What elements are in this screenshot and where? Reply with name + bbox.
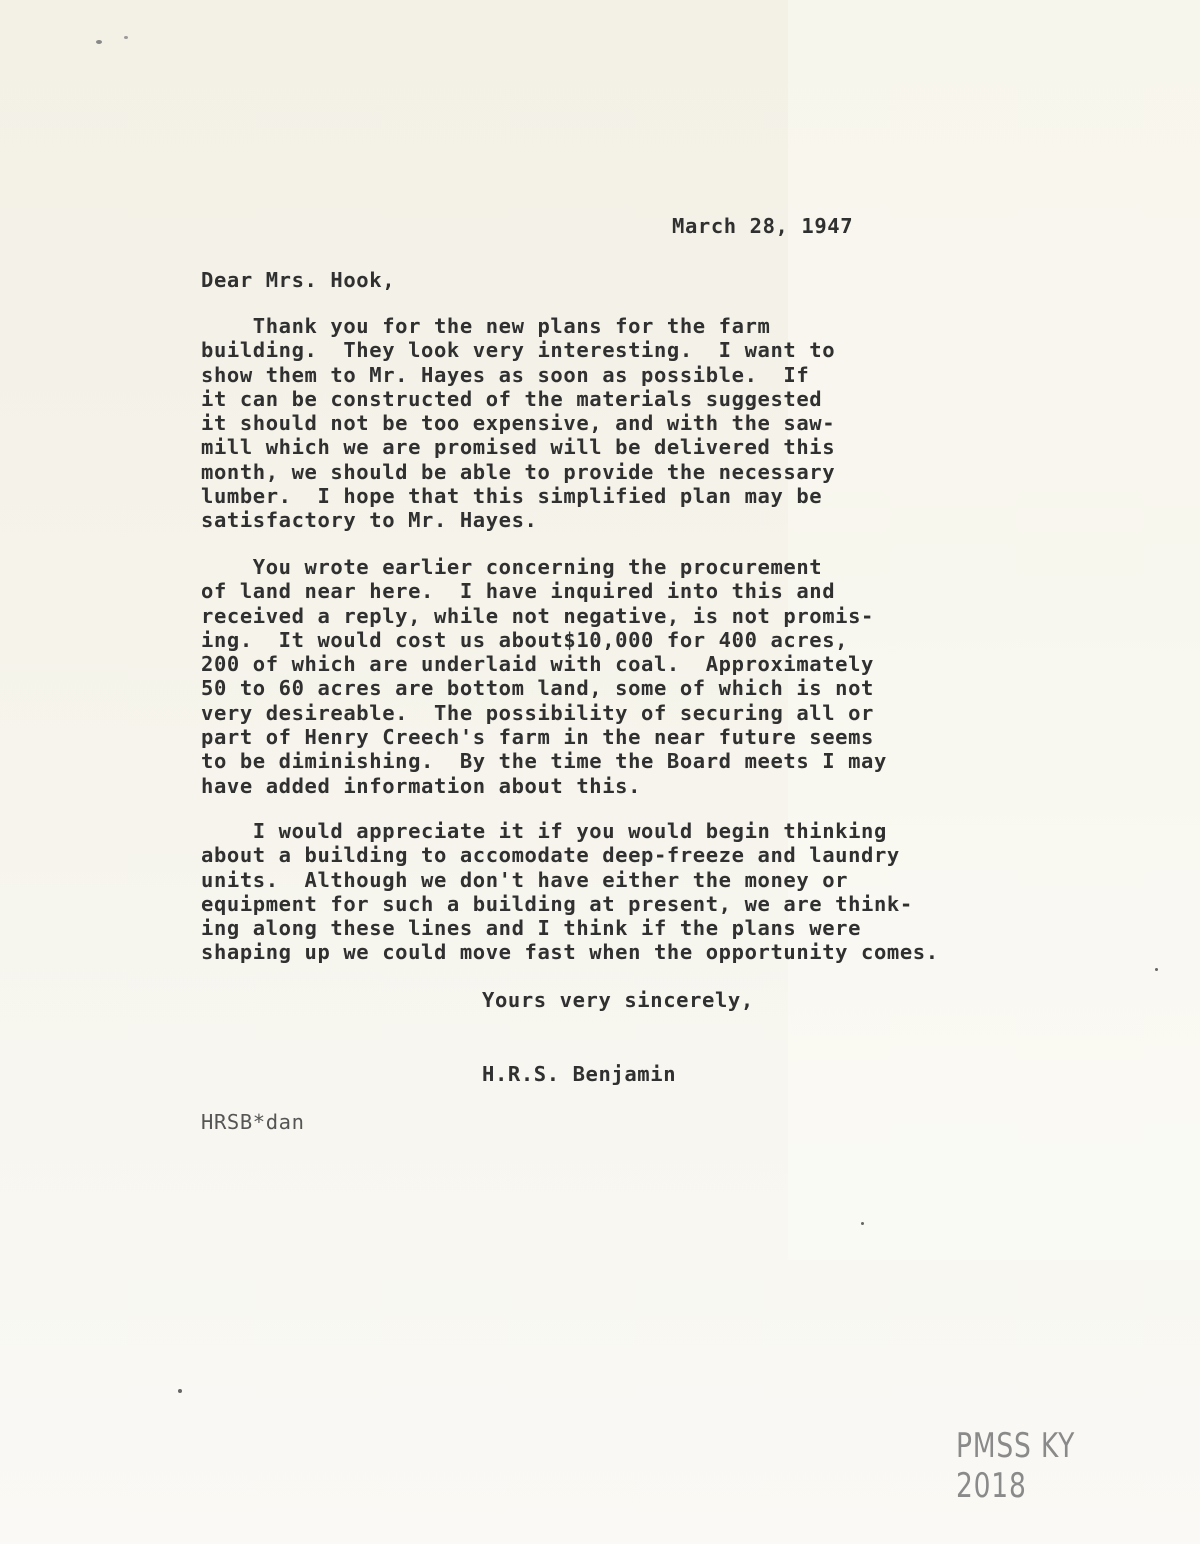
paper-speck — [1155, 968, 1158, 971]
archive-watermark: PMSS KY 2018 — [956, 1426, 1076, 1506]
paper-speck — [178, 1389, 182, 1393]
paper-speck — [96, 40, 102, 44]
letter-paragraph-1: Thank you for the new plans for the farm building. They look very interesting. I want to show them to Mr. Hayes as soon as possible. If it can be constructed of the materials suggested it should not be too expensive, and with the saw- mill which we are promised will be delivered this month, we should be able to provide the necessary lumber. I hope that this simplified plan may be satisfactory to Mr. Hayes. — [201, 314, 836, 533]
paper-speck — [124, 36, 128, 39]
letter-paragraph-3: I would appreciate it if you would begin thinking about a building to accomodate deep-freeze and laundry units. Although we don't have either the money or equipment for such a building at present, we are think- ing along these lines and I think if the plans were shaping up we could move fast when the opportunity comes. — [201, 819, 939, 965]
letter-paragraph-2: You wrote earlier concerning the procurement of land near here. I have inquired into this and received a reply, while not negative, is not promis- ing. It would cost us about$10,000 for 400 acres, 200 of which are underlaid with coal. Approximately 50 to 60 acres are bottom land, some of which is not very desireable. The possibility of securing all or part of Henry Creech's farm in the near future seems to be diminishing. By the time the Board meets I may have added information about this. — [201, 555, 887, 798]
letter-salutation: Dear Mrs. Hook, — [201, 268, 396, 292]
reference-initials: HRSB*dan — [201, 1110, 305, 1134]
letter-signature: H.R.S. Benjamin — [482, 1062, 677, 1086]
letter-closing: Yours very sincerely, — [482, 988, 754, 1012]
paper-speck — [861, 1222, 864, 1225]
letter-date: March 28, 1947 — [672, 214, 854, 238]
